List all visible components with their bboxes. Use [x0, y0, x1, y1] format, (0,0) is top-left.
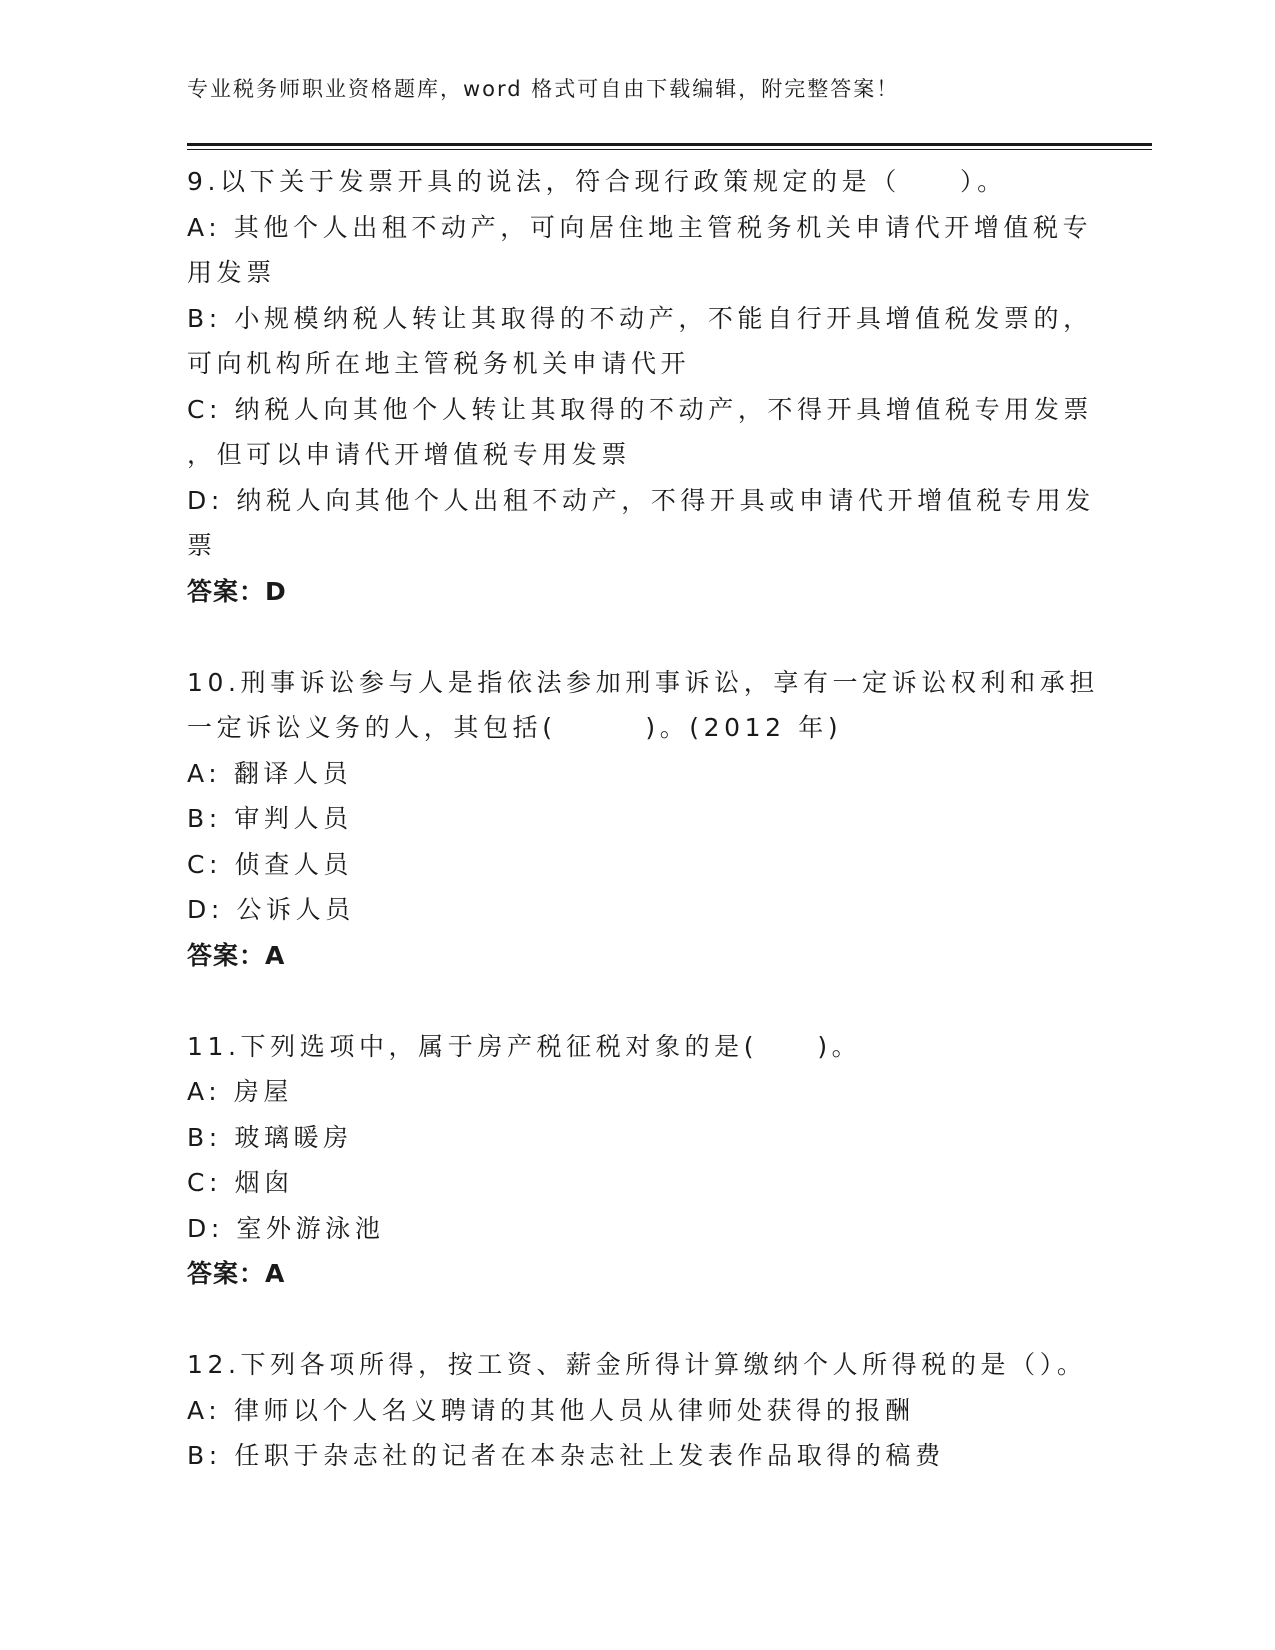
- question-11: [187, 1024, 1087, 1297]
- question-stem-continued: 一定诉讼义务的人，其包括( )。(2012 年): [187, 713, 843, 742]
- option-a-continued: 用发票: [187, 258, 276, 287]
- option-b: B: 玻璃暖房: [187, 1122, 353, 1152]
- option-b: B: 审判人员: [187, 804, 353, 833]
- option-d-continued: 票: [187, 531, 217, 560]
- question-9: [187, 159, 1095, 614]
- option-a: A: 翻译人员: [187, 758, 353, 788]
- option-c-continued: ，但可以申请代开增值税专用发票: [187, 440, 632, 469]
- question-10: [187, 660, 1099, 979]
- question-list: [187, 159, 1099, 1479]
- question-spacer: [187, 978, 1087, 1024]
- option-d: D: 室外游泳池: [187, 1213, 385, 1243]
- option-a: A: 其他个人出租不动产，可向居住地主管税务机关申请代开增值税专: [187, 212, 1093, 242]
- option-b: B: 任职于杂志社的记者在本杂志社上发表作品取得的稿费: [187, 1441, 945, 1470]
- answer: 答案：D: [187, 576, 287, 606]
- question-stem: 9.以下关于发票开具的说法，符合现行政策规定的是（ ）。: [187, 167, 1007, 196]
- question-stem: 12.下列各项所得，按工资、薪金所得计算缴纳个人所得税的是（）。: [187, 1350, 1087, 1379]
- question-stem: 10.刑事诉讼参与人是指依法参加刑事诉讼，享有一定诉讼权利和承担: [187, 667, 1099, 697]
- option-c: C: 纳税人向其他个人转让其取得的不动产，不得开具增值税专用发票: [187, 394, 1094, 424]
- page-header: 专业税务师职业资格题库，word 格式可自由下载编辑，附完整答案！: [187, 77, 900, 101]
- option-a: A: 房屋: [187, 1077, 294, 1106]
- question-12: [187, 1342, 1087, 1479]
- answer: 答案：A: [187, 1259, 286, 1288]
- header-divider: [187, 143, 1152, 150]
- option-b-continued: 可向机构所在地主管税务机关申请代开: [187, 349, 691, 378]
- question-spacer: [187, 1297, 1087, 1343]
- option-c: C: 烟囱: [187, 1168, 294, 1197]
- option-c: C: 侦查人员: [187, 849, 354, 879]
- option-b: B: 小规模纳税人转让其取得的不动产，不能自行开具增值税发票的，: [187, 303, 1093, 333]
- question-stem: 11.下列选项中，属于房产税征税对象的是( )。: [187, 1031, 862, 1061]
- answer: 答案：A: [187, 940, 286, 970]
- option-d: D: 公诉人员: [187, 895, 355, 924]
- option-d: D: 纳税人向其他个人出租不动产，不得开具或申请代开增值税专用发: [187, 485, 1095, 515]
- option-a: A: 律师以个人名义聘请的其他人员从律师处获得的报酬: [187, 1395, 915, 1425]
- question-spacer: [187, 614, 1087, 660]
